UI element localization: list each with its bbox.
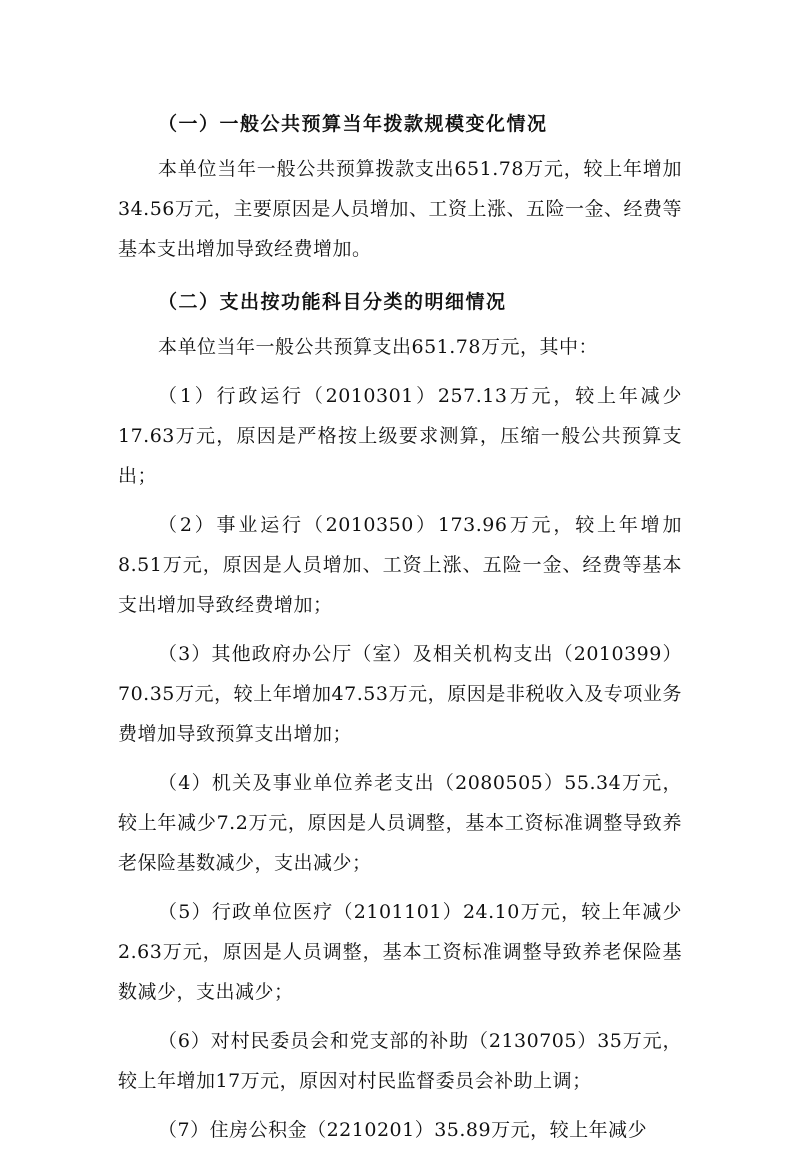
section-heading-1: （一）一般公共预算当年拨款规模变化情况 — [158, 113, 548, 135]
document-body — [118, 100, 682, 1159]
list-item-other-office-expenditure: （3）其他政府办公厅（室）及相关机构支出（2010399）70.35万元，较上年增加47.53万元，原因是非税收入及专项业务费增加导致预算支出增加； — [118, 643, 682, 745]
list-item-village-committee-subsidy: （6）对村民委员会和党支部的补助（2130705）35万元，较上年增加17万元，原因对村民监督委员会补助上调； — [118, 1030, 682, 1092]
section-heading-2: （二）支出按功能科目分类的明细情况 — [158, 291, 507, 313]
paragraph-expenditure-summary: 本单位当年一般公共预算支出651.78万元，其中： — [158, 336, 598, 358]
list-item-pension-expenditure: （4）机关及事业单位养老支出（2080505）55.34万元，较上年减少7.2万元，原因是人员调整，基本工资标准调整导致养老保险基数减少，支出减少； — [118, 772, 682, 874]
list-item-administrative-operation: （1）行政运行（2010301）257.13万元，较上年减少17.63万元，原因是严格按上级要求测算，压缩一般公共预算支出； — [118, 385, 682, 487]
list-item-medical-expenditure: （5）行政单位医疗（2101101）24.10万元，较上年减少2.63万元，原因是人员调整，基本工资标准调整导致养老保险基数减少，支出减少； — [118, 901, 682, 1003]
paragraph-allocation-change: 本单位当年一般公共预算拨款支出651.78万元，较上年增加34.56万元，主要原因是人员增加、工资上涨、五险一金、经费等基本支出增加导致经费增加。 — [118, 158, 682, 260]
list-item-public-institution-operation: （2）事业运行（2010350）173.96万元，较上年增加8.51万元，原因是人员增加、工资上涨、五险一金、经费等基本支出增加导致经费增加； — [118, 514, 682, 616]
list-item-housing-fund: （7）住房公积金（2210201）35.89万元，较上年减少 — [158, 1119, 648, 1141]
